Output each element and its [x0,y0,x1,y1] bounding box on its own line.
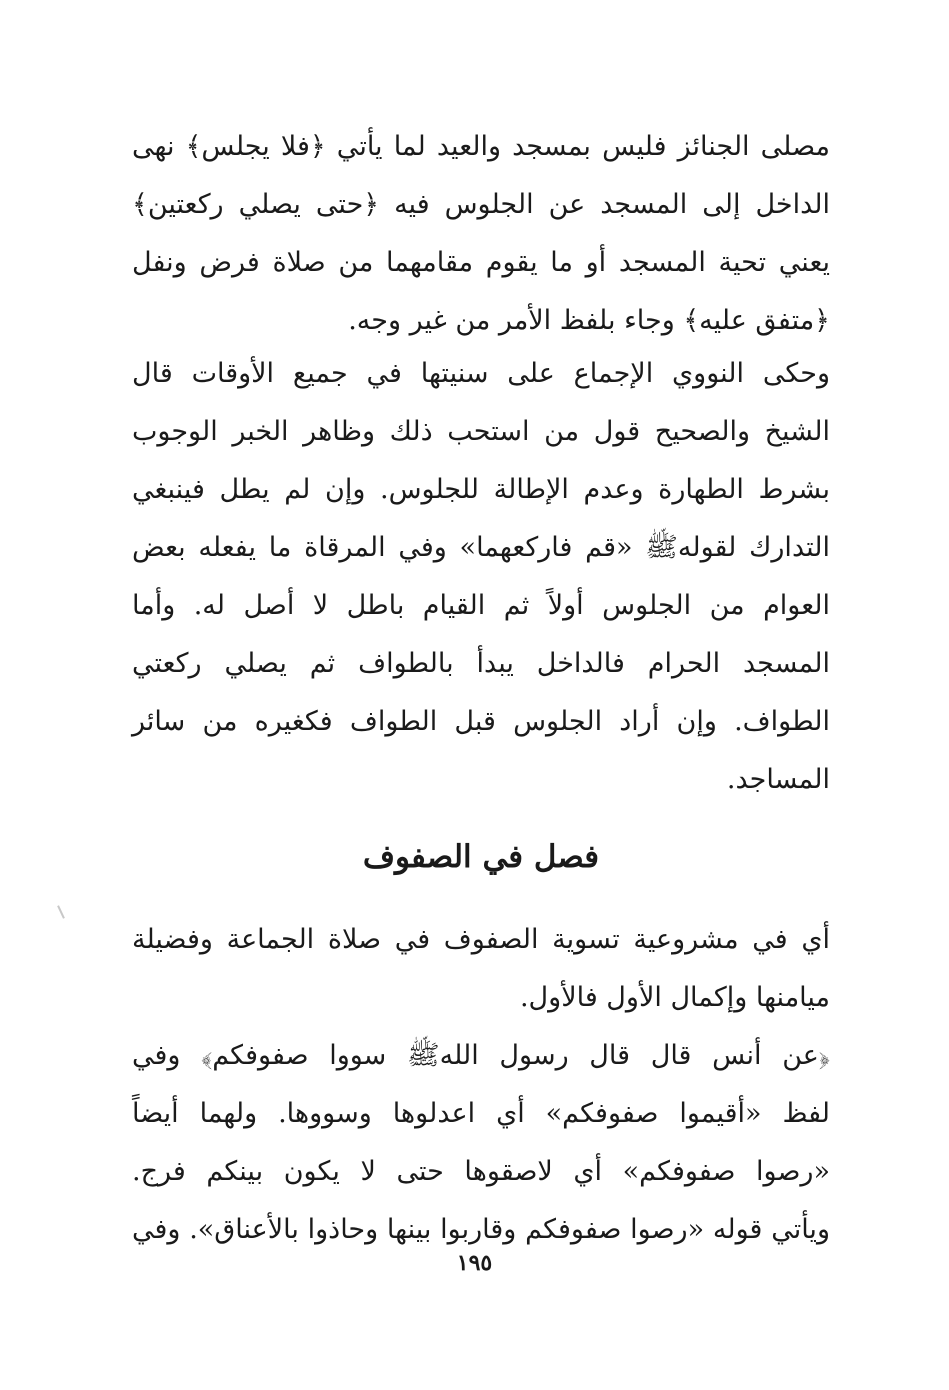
text-line: ﴿عن أنس قال قال رسول اللهﷺ سووا صفوفكم﴾ وفي [132,1040,830,1071]
paragraph-2 [132,345,830,809]
text-line: الشيخ والصحيح قول من استحب ذلك وظاهر الخبر الوجوب [132,416,830,447]
text-line: «رصوا صفوفكم» أي لاصقوها حتى لا يكون بينكم فرج. [132,1156,830,1187]
paragraph-3 [132,911,830,1027]
text-line: مصلى الجنائز فليس بمسجد والعيد لما يأتي ﴿فلا يجلس﴾ نهى [132,131,830,162]
text-line: أي في مشروعية تسوية الصفوف في صلاة الجماعة وفضيلة [132,924,830,955]
text-line: ويأتي قوله «رصوا صفوفكم وقاربوا بينها وحاذوا بالأعناق». وفي [132,1214,830,1245]
page-number: ١٩٥ [456,1250,493,1276]
section-heading: فصل في الصفوف [362,839,600,875]
text-line: المساجد. [726,764,830,795]
text-line: الطواف. وإن أراد الجلوس قبل الطواف فكغيره من سائر [132,706,830,737]
paragraph-1 [132,118,830,350]
scan-speck [57,905,65,919]
text-line: التدارك لقولهﷺ «قم فاركعهما» وفي المرقاة ما يفعله بعض [132,532,830,563]
text-line: وحكى النووي الإجماع على سنيتها في جميع الأوقات قال [132,358,830,389]
text-line: المسجد الحرام فالداخل يبدأ بالطواف ثم يصلي ركعتي [132,648,830,679]
text-line: بشرط الطهارة وعدم الإطالة للجلوس. وإن لم يطل فينبغي [132,474,830,505]
text-line: العوام من الجلوس أولاً ثم القيام باطل لا أصل له. وأما [132,590,830,621]
text-line: لفظ «أقيموا صفوفكم» أي اعدلوها وسووها. ولهما أيضاً [132,1098,830,1129]
paragraph-4 [132,1027,830,1259]
text-line: ميامنها وإكمال الأول فالأول. [519,982,830,1013]
text-line: يعني تحية المسجد أو ما يقوم مقامهما من صلاة فرض ونفل [132,247,830,278]
text-line: ﴿متفق عليه﴾ وجاء بلفظ الأمر من غير وجه. [348,305,830,336]
text-line: الداخل إلى المسجد عن الجلوس فيه ﴿حتى يصلي ركعتين﴾ [132,189,830,220]
